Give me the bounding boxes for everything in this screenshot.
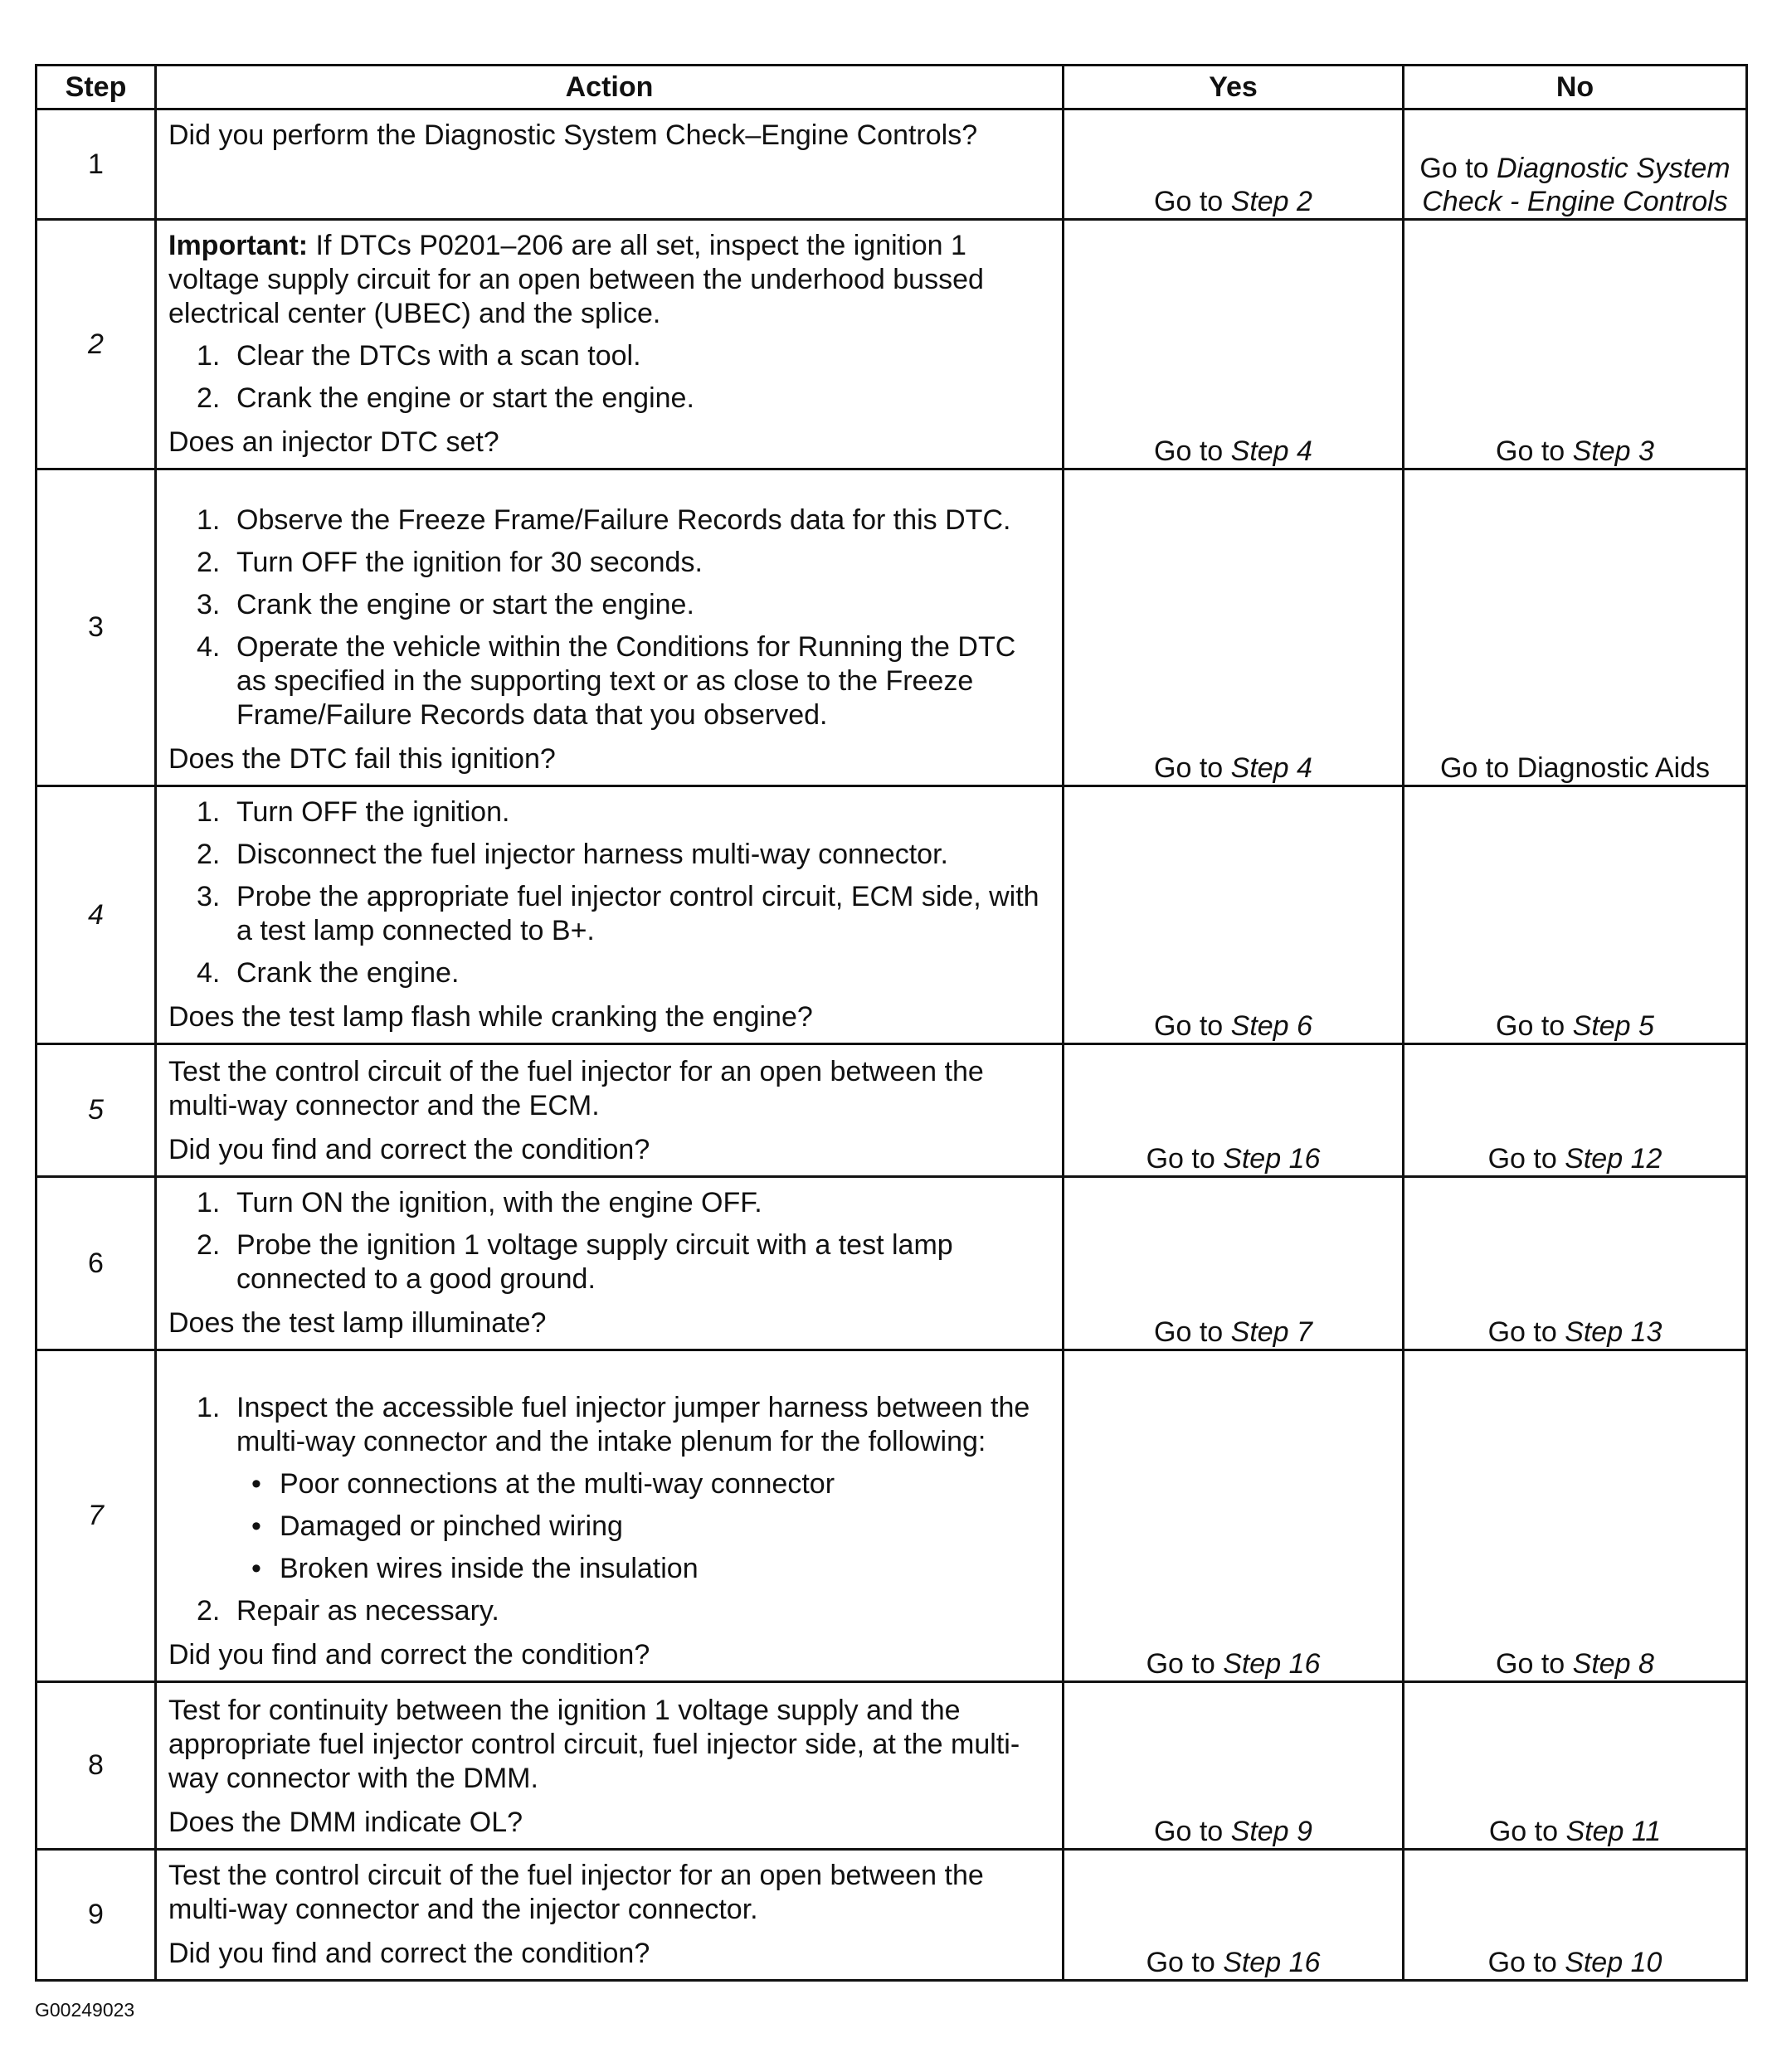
- no-result-target: Step 12: [1565, 1143, 1662, 1175]
- header-step: Step: [37, 66, 156, 109]
- step-number: 2: [37, 220, 156, 469]
- table-row: [37, 1177, 1747, 1350]
- action-paragraph: Test the control circuit of the fuel injector for an open between the multi-way connector and the ECM.: [168, 1056, 984, 1121]
- item-text: Probe the ignition 1 voltage supply circuit with a test lamp connected to a good ground.: [236, 1229, 953, 1295]
- numbered-item: [197, 1594, 1050, 1628]
- no-result: [1404, 1850, 1747, 1981]
- bullet-item: [251, 1510, 1050, 1544]
- yes-result-prefix: Go to: [1154, 1010, 1231, 1042]
- yes-result-target: Step 6: [1230, 1010, 1312, 1042]
- bullet-icon: •: [251, 1468, 261, 1500]
- action-question: Does the DMM indicate OL?: [168, 1807, 523, 1838]
- action-cell: [156, 1177, 1064, 1350]
- numbered-item: [197, 956, 1050, 990]
- item-number: 1.: [197, 340, 221, 372]
- action-question: Does the test lamp flash while cranking the engine?: [168, 1001, 813, 1033]
- numbered-item: [197, 1391, 1050, 1459]
- action-cell: [156, 469, 1064, 786]
- action-question: Did you find and correct the condition?: [168, 1938, 650, 1969]
- table-row: [37, 1850, 1747, 1981]
- numbered-item: [197, 795, 1050, 829]
- item-text: Operate the vehicle within the Conditions for Running the DTC as specified in the supporting text or as close to the Freeze Frame/Failure Records data that you observed.: [236, 631, 1016, 731]
- no-result-target: Diagnostic System Check - Engine Controls: [1422, 153, 1731, 217]
- table-row: [37, 1350, 1747, 1682]
- action-cell: [156, 786, 1064, 1044]
- action-paragraph: Test the control circuit of the fuel injector for an open between the multi-way connector and the injector connector.: [168, 1860, 984, 1925]
- action-content: [157, 1851, 1062, 1979]
- action-cell: [156, 1682, 1064, 1850]
- numbered-item: [197, 838, 1050, 872]
- item-number: 2.: [197, 1595, 221, 1627]
- numbered-item: [197, 339, 1050, 373]
- header-no: No: [1404, 66, 1747, 109]
- action-content: [157, 221, 1062, 468]
- numbered-item: [197, 630, 1050, 732]
- no-result: [1404, 1350, 1747, 1682]
- bullet-icon: •: [251, 1553, 261, 1584]
- important-note: [168, 229, 1050, 331]
- no-result-target: Step 10: [1565, 1947, 1662, 1978]
- yes-result-prefix: Go to: [1146, 1947, 1224, 1978]
- action-question: Does the DTC fail this ignition?: [168, 743, 556, 775]
- numbered-item: [197, 382, 1050, 416]
- step-number: 3: [37, 469, 156, 786]
- yes-result-prefix: Go to: [1154, 1816, 1231, 1847]
- item-text: Turn OFF the ignition.: [236, 796, 510, 828]
- yes-result-target: Step 7: [1230, 1316, 1312, 1348]
- no-result: [1404, 109, 1747, 220]
- item-number: 1.: [197, 796, 221, 828]
- item-number: 3.: [197, 881, 221, 912]
- no-result-target: Step 13: [1565, 1316, 1662, 1348]
- yes-result: [1064, 1682, 1404, 1850]
- no-result-prefix: Go to: [1419, 153, 1497, 184]
- bullet-item: [251, 1467, 1050, 1501]
- item-number: 1.: [197, 1392, 221, 1423]
- no-result-prefix: Go to: [1487, 1143, 1565, 1175]
- action-content: [157, 1178, 1062, 1349]
- numbered-item: [197, 546, 1050, 580]
- item-text: Repair as necessary.: [236, 1595, 499, 1627]
- action-question: Did you find and correct the condition?: [168, 1639, 650, 1671]
- yes-result-prefix: Go to: [1146, 1143, 1224, 1175]
- step-number: 7: [37, 1350, 156, 1682]
- item-text: Probe the appropriate fuel injector control circuit, ECM side, with a test lamp connected to B+.: [236, 881, 1039, 946]
- yes-result-target: Step 4: [1230, 435, 1312, 467]
- item-text: Poor connections at the multi-way connector: [280, 1468, 835, 1500]
- action-cell: [156, 109, 1064, 220]
- yes-result: [1064, 1350, 1404, 1682]
- no-result-prefix: Go to: [1487, 1316, 1565, 1348]
- yes-result-target: Step 9: [1230, 1816, 1312, 1847]
- no-result: [1404, 1682, 1747, 1850]
- numbered-item: [197, 503, 1050, 537]
- no-result: [1404, 1177, 1747, 1350]
- action-cell: [156, 1350, 1064, 1682]
- table-row: [37, 469, 1747, 786]
- action-question: Did you perform the Diagnostic System Check–Engine Controls?: [168, 119, 978, 151]
- yes-result-target: Step 16: [1223, 1648, 1321, 1680]
- yes-result-target: Step 16: [1223, 1143, 1321, 1175]
- no-result-prefix: Go to: [1496, 1648, 1573, 1680]
- important-text: If DTCs P0201–206 are all set, inspect the ignition 1 voltage supply circuit for an open between the underhood bussed electrical center (UBEC) and the splice.: [168, 230, 984, 329]
- no-result-target: Step 8: [1572, 1648, 1654, 1680]
- item-number: 4.: [197, 631, 221, 663]
- step-number: 9: [37, 1850, 156, 1981]
- yes-result: [1064, 786, 1404, 1044]
- numbered-item: [197, 588, 1050, 622]
- action-content: [157, 495, 1062, 785]
- yes-result: [1064, 1044, 1404, 1177]
- item-number: 2.: [197, 382, 221, 414]
- item-number: 1.: [197, 504, 221, 536]
- item-text: Turn ON the ignition, with the engine OFF.: [236, 1187, 762, 1218]
- step-number: 5: [37, 1044, 156, 1177]
- yes-result: [1064, 109, 1404, 220]
- important-label: Important:: [168, 230, 309, 261]
- item-number: 2.: [197, 547, 221, 578]
- yes-result: [1064, 1177, 1404, 1350]
- header-action: Action: [156, 66, 1064, 109]
- action-paragraph: Test for continuity between the ignition 1 voltage supply and the appropriate fuel injector control circuit, fuel injector side, at the multi-way connector with the DMM.: [168, 1695, 1020, 1794]
- no-result-target: Step 5: [1572, 1010, 1654, 1042]
- table-row: [37, 109, 1747, 220]
- action-content: [157, 1383, 1062, 1680]
- item-text: Turn OFF the ignition for 30 seconds.: [236, 547, 703, 578]
- no-result-prefix: Go to: [1488, 1816, 1566, 1847]
- action-question: Does the test lamp illuminate?: [168, 1307, 547, 1339]
- action-content: [157, 787, 1062, 1043]
- action-content: [157, 1685, 1062, 1848]
- numbered-item: [197, 1186, 1050, 1220]
- item-number: 2.: [197, 839, 221, 870]
- action-question: Does an injector DTC set?: [168, 426, 499, 458]
- yes-result-prefix: Go to: [1154, 186, 1231, 217]
- action-question: Did you find and correct the condition?: [168, 1134, 650, 1165]
- item-text: Disconnect the fuel injector harness multi-way connector.: [236, 839, 948, 870]
- diagnostic-table: [35, 64, 1748, 1982]
- item-text: Crank the engine or start the engine.: [236, 589, 694, 620]
- step-number: 6: [37, 1177, 156, 1350]
- no-result-target: Step 3: [1572, 435, 1654, 467]
- item-text: Crank the engine.: [236, 957, 460, 989]
- step-number: 8: [37, 1682, 156, 1850]
- numbered-item: [197, 1228, 1050, 1296]
- table-row: [37, 1682, 1747, 1850]
- bullet-icon: •: [251, 1510, 261, 1542]
- item-number: 3.: [197, 589, 221, 620]
- yes-result-prefix: Go to: [1154, 752, 1231, 784]
- yes-result-target: Step 16: [1223, 1947, 1321, 1978]
- action-cell: [156, 1044, 1064, 1177]
- no-result-prefix: Go to: [1496, 1010, 1573, 1042]
- action-cell: [156, 1850, 1064, 1981]
- figure-id: G00249023: [35, 1999, 135, 2021]
- item-text: Clear the DTCs with a scan tool.: [236, 340, 641, 372]
- yes-result: [1064, 1850, 1404, 1981]
- item-text: Crank the engine or start the engine.: [236, 382, 694, 414]
- numbered-item: [197, 880, 1050, 948]
- yes-result-target: Step 2: [1230, 186, 1312, 217]
- table-row: [37, 220, 1747, 469]
- no-result-prefix: Go to Diagnostic Aids: [1439, 752, 1711, 784]
- no-result: [1404, 786, 1747, 1044]
- yes-result-prefix: Go to: [1154, 1316, 1231, 1348]
- item-number: 1.: [197, 1187, 221, 1218]
- yes-result-prefix: Go to: [1154, 435, 1231, 467]
- table-row: [37, 1044, 1747, 1177]
- table-row: [37, 786, 1747, 1044]
- no-result-target: Step 11: [1565, 1816, 1662, 1847]
- no-result-prefix: Go to: [1496, 435, 1573, 467]
- item-number: 4.: [197, 957, 221, 989]
- no-result: [1404, 469, 1747, 786]
- action-content: [157, 110, 1062, 161]
- yes-result: [1064, 469, 1404, 786]
- yes-result-target: Step 4: [1230, 752, 1312, 784]
- item-text: Damaged or pinched wiring: [280, 1510, 623, 1542]
- step-number: 4: [37, 786, 156, 1044]
- no-result: [1404, 220, 1747, 469]
- bullet-item: [251, 1552, 1050, 1586]
- item-text: Inspect the accessible fuel injector jumper harness between the multi-way connector and the intake plenum for the following:: [236, 1392, 1030, 1457]
- item-text: Observe the Freeze Frame/Failure Records data for this DTC.: [236, 504, 1011, 536]
- step-number: 1: [37, 109, 156, 220]
- action-content: [157, 1047, 1062, 1175]
- item-number: 2.: [197, 1229, 221, 1261]
- header-row: [37, 66, 1747, 109]
- yes-result: [1064, 220, 1404, 469]
- item-text: Broken wires inside the insulation: [280, 1553, 699, 1584]
- yes-result-prefix: Go to: [1146, 1648, 1224, 1680]
- no-result-prefix: Go to: [1487, 1947, 1565, 1978]
- action-cell: [156, 220, 1064, 469]
- header-yes: Yes: [1064, 66, 1404, 109]
- no-result: [1404, 1044, 1747, 1177]
